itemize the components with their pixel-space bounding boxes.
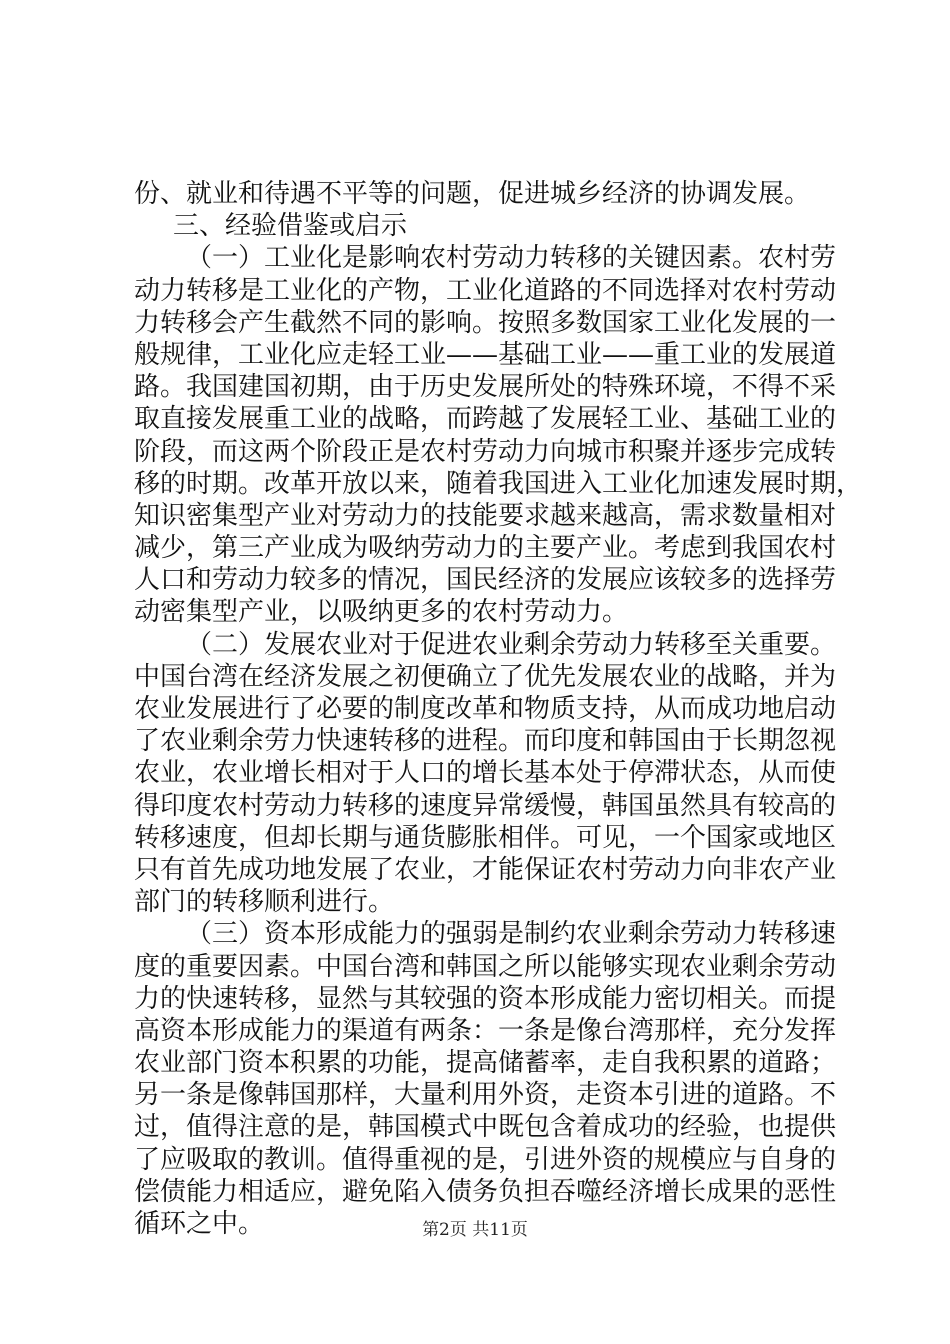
page-number-footer: 第2页 共11页 [422,1220,528,1240]
paragraph-line: 农业发展进行了必要的制度改革和物质支持，从而成功地启动 [134,694,837,724]
paragraph-line: 得印度农村劳动力转移的速度异常缓慢，韩国虽然具有较高的 [134,790,837,821]
section-heading: 三、经验借鉴或启示 [173,211,408,242]
paragraph-line: 知识密集型产业对劳动力的技能要求越来越高，需求数量相对 [134,500,837,531]
paragraph-line: （三）资本形成能力的强弱是制约农业剩余劳动力转移速 [186,919,837,950]
opening-line: 份、就业和待遇不平等的问题，促进城乡经济的协调发展。 [134,179,811,209]
paragraph-line: 高资本形成能力的渠道有两条：一条是像台湾那样，充分发挥 [134,1015,837,1046]
paragraph-line: 中国台湾在经济发展之初便确立了优先发展农业的战略，并为 [134,661,837,692]
paragraph-line: 了农业剩余劳力快速转移的进程。而印度和韩国由于长期忽视 [134,726,837,757]
paragraph-line: 了应吸取的教训。值得重视的是，引进外资的规模应与自身的 [134,1144,837,1175]
paragraph-line: 度的重要因素。中国台湾和韩国之所以能够实现农业剩余劳动 [134,951,837,982]
paragraph-2 [134,629,837,919]
paragraph-line: 部门的转移顺利进行。 [134,887,395,918]
paragraph-line: 动密集型产业，以吸纳更多的农村劳动力。 [134,597,629,628]
paragraph-line: 取直接发展重工业的战略，而跨越了发展轻工业、基础工业的 [134,404,837,435]
paragraph-line: （二）发展农业对于促进农业剩余劳动力转移至关重要。 [186,629,837,660]
paragraph-line: 偿债能力相适应，避免陷入债务负担吞噬经济增长成果的恶性 [134,1176,837,1207]
paragraph-line: 减少，第三产业成为吸纳劳动力的主要产业。考虑到我国农村 [134,533,837,564]
paragraph-line: 人口和劳动力较多的情况，国民经济的发展应该较多的选择劳 [134,565,837,596]
paragraph-line: （一）工业化是影响农村劳动力转移的关键因素。农村劳 [186,243,837,274]
paragraph-line: 阶段，而这两个阶段正是农村劳动力向城市积聚并逐步完成转 [134,436,837,467]
paragraph-line: 农业部门资本积累的功能，提高储蓄率，走自我积累的道路； [134,1048,837,1079]
paragraph-line: 力转移会产生截然不同的影响。按照多数国家工业化发展的一 [134,307,837,338]
paragraph-line: 力的快速转移，显然与其较强的资本形成能力密切相关。而提 [134,983,837,1014]
paragraph-1 [134,242,863,628]
paragraph-line: 动力转移是工业化的产物，工业化道路的不同选择对农村劳动 [134,275,837,306]
paragraph-line: 般规律，工业化应走轻工业——基础工业——重工业的发展道 [134,339,837,370]
paragraph-line: 循环之中。 [134,1209,265,1239]
paragraph-line: 另一条是像韩国那样，大量利用外资，走资本引进的道路。不 [134,1080,837,1111]
document-body [134,178,863,1240]
paragraph-line: 农业，农业增长相对于人口的增长基本处于停滞状态，从而使 [134,758,837,789]
paragraph-line: 只有首先成功地发展了农业，才能保证农村劳动力向非农产业 [134,854,837,885]
paragraph-3 [134,918,837,1240]
paragraph-line: 移的时期。改革开放以来，随着我国进入工业化加速发展时期， [134,468,863,499]
paragraph-line: 转移速度，但却长期与通货膨胀相伴。可见，一个国家或地区 [134,822,837,853]
paragraph-line: 过，值得注意的是，韩国模式中既包含着成功的经验，也提供 [134,1112,837,1143]
paragraph-line: 路。我国建国初期，由于历史发展所处的特殊环境，不得不采 [134,372,837,403]
